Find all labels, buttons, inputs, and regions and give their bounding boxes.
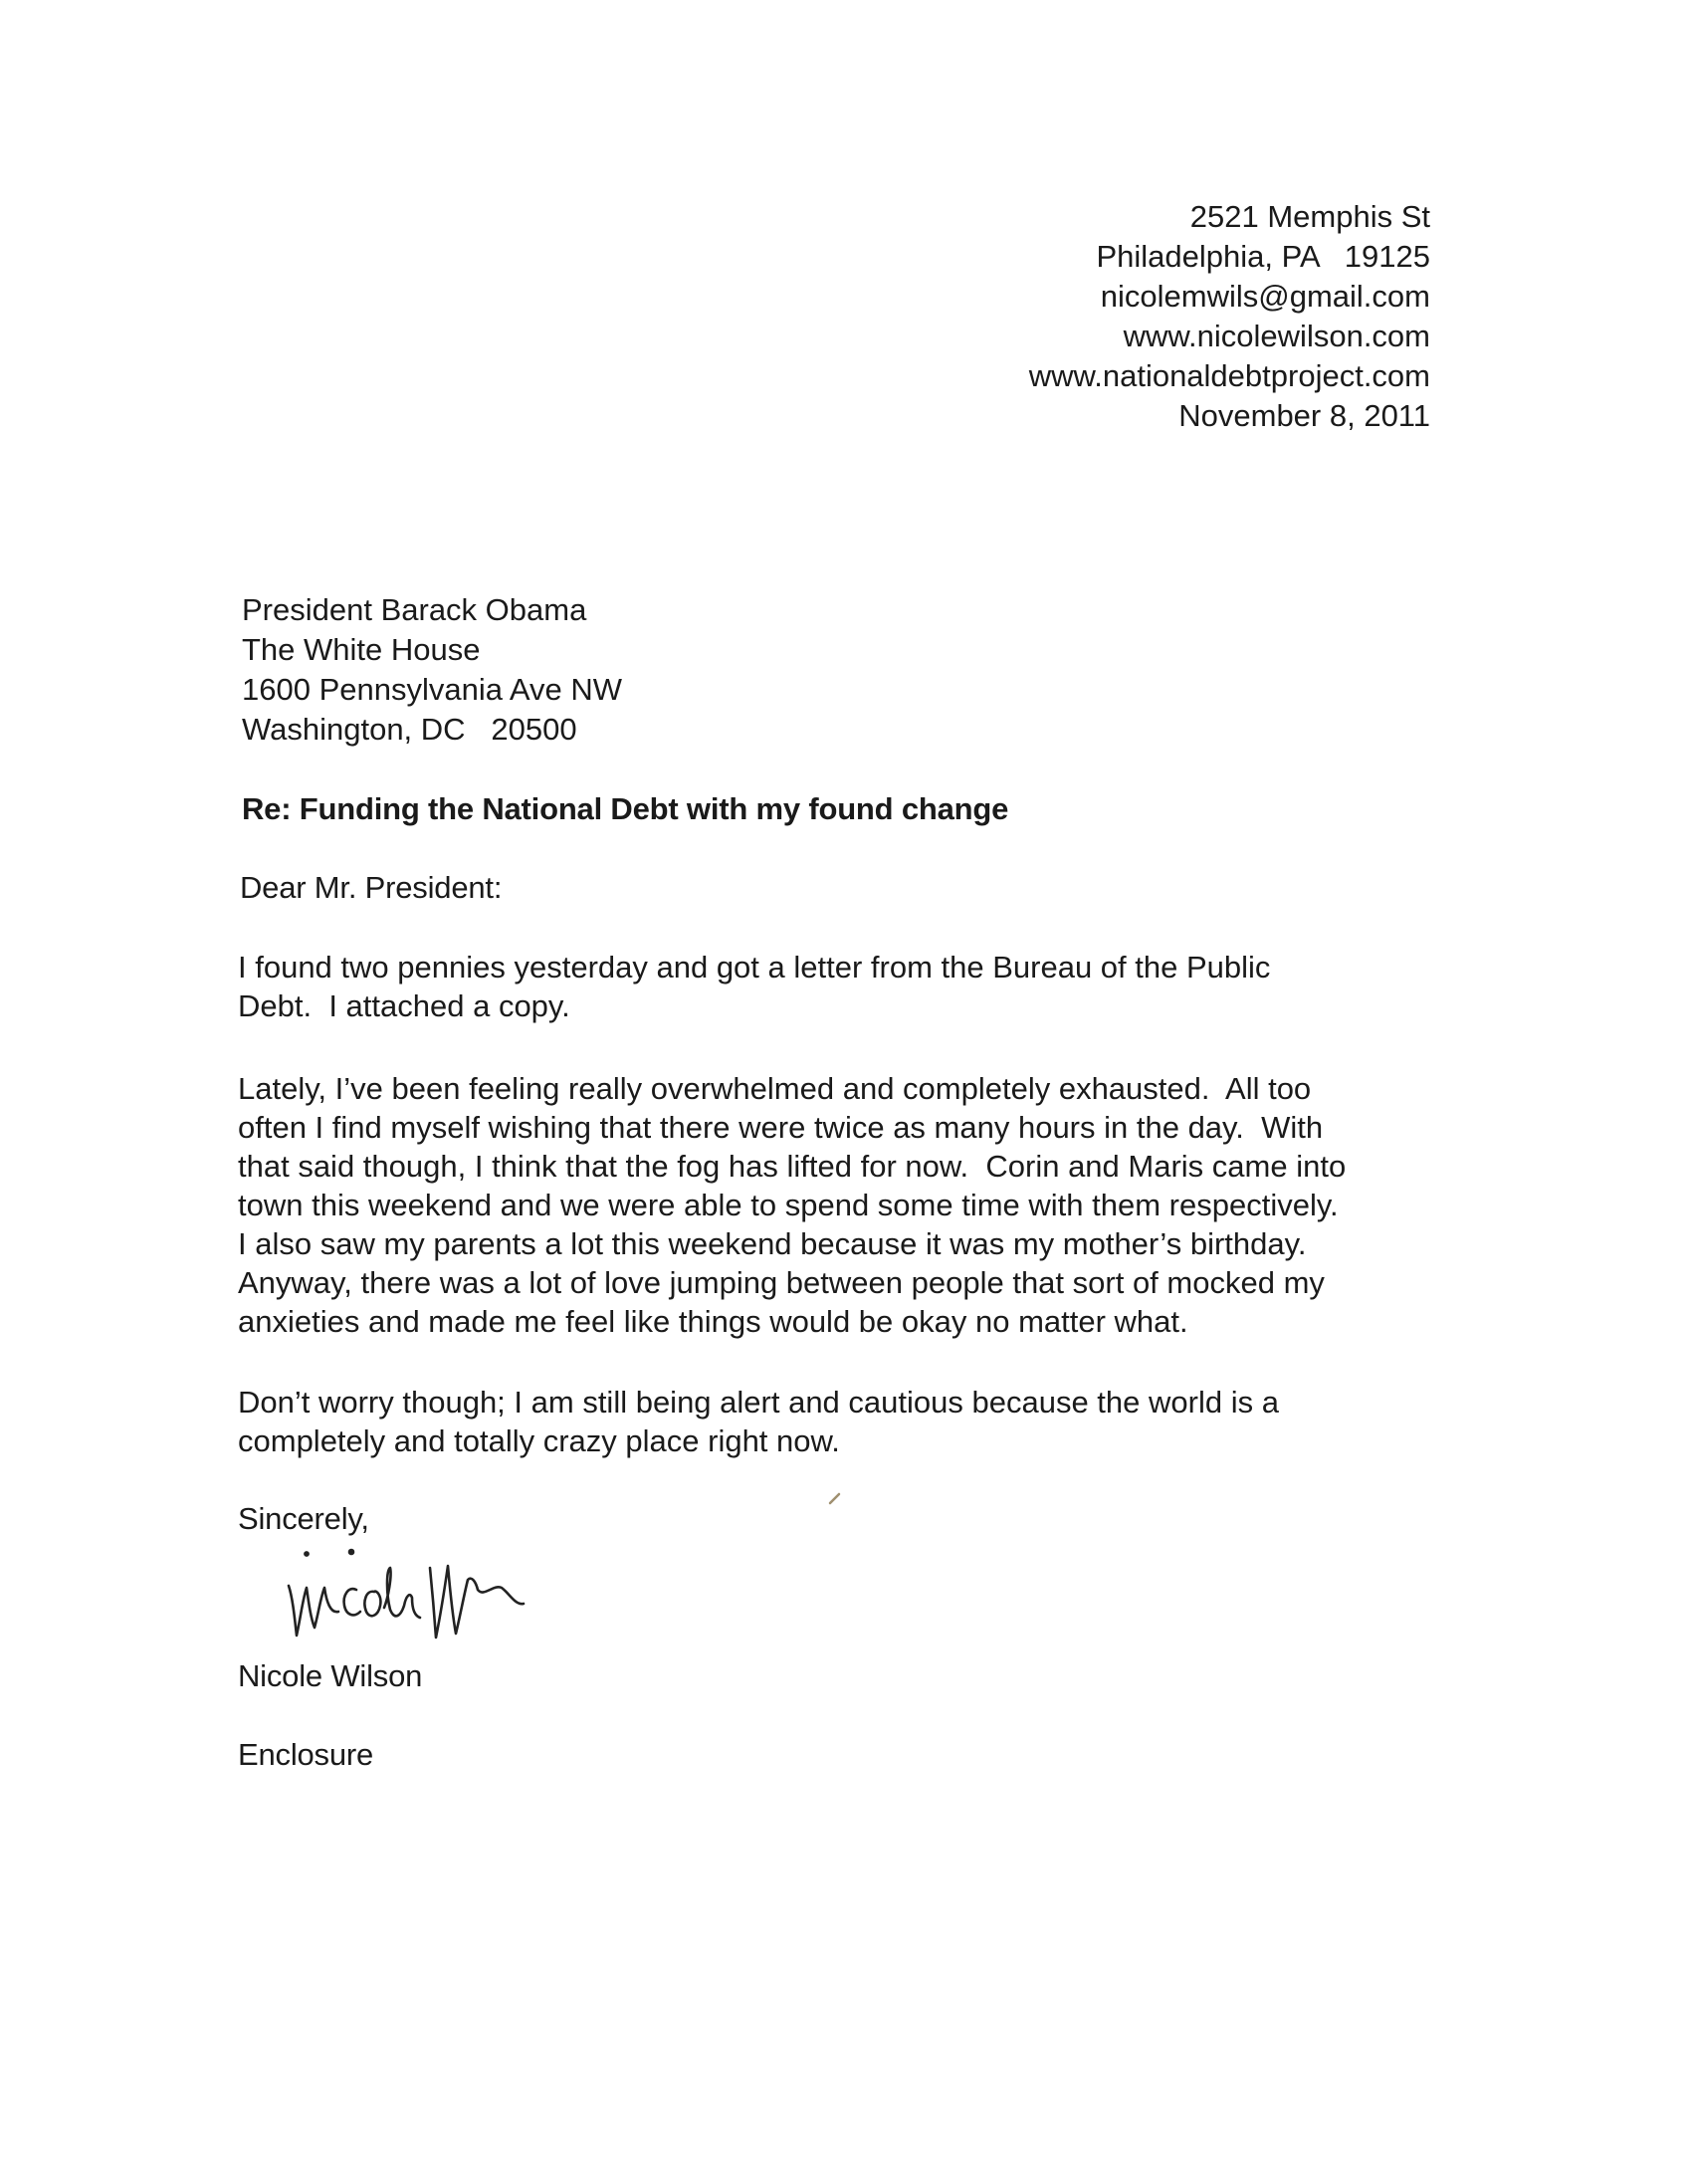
sender-website-project: www.nationaldebtproject.com (1028, 358, 1430, 393)
sender-address-block (1029, 197, 1430, 436)
paragraph-line: completely and totally crazy place right now. (238, 1423, 840, 1458)
paragraph-line: Lately, I’ve been feeling really overwhelmed and completely exhausted. All too (238, 1071, 1312, 1106)
paragraph-line: that said though, I think that the fog has lifted for now. Corin and Maris came into (238, 1149, 1347, 1184)
body-paragraph (238, 1383, 1462, 1460)
enclosure-note: Enclosure (238, 1737, 374, 1772)
paragraph-line: Anyway, there was a lot of love jumping between people that sort of mocked my (238, 1265, 1325, 1300)
body-paragraph (238, 948, 1462, 1025)
paragraph-line: I also saw my parents a lot this weekend because it was my mother’s birthday. (238, 1226, 1307, 1261)
signer-name: Nicole Wilson (238, 1658, 423, 1693)
recipient-name: President Barack Obama (242, 592, 587, 627)
body-paragraph (238, 1069, 1462, 1341)
salutation: Dear Mr. President: (240, 870, 503, 905)
handwritten-signature-icon (279, 1548, 677, 1647)
recipient-city-state-zip: Washington, DC 20500 (242, 712, 577, 747)
closing: Sincerely, (238, 1501, 369, 1536)
letter-date: November 8, 2011 (1178, 398, 1430, 433)
sender-street: 2521 Memphis St (1189, 199, 1430, 234)
paragraph-line: anxieties and made me feel like things would be okay no matter what. (238, 1304, 1188, 1339)
paragraph-line: Don’t worry though; I am still being alert and cautious because the world is a (238, 1385, 1279, 1420)
sender-email: nicolemwils@gmail.com (1100, 279, 1430, 314)
paragraph-line: Debt. I attached a copy. (238, 988, 570, 1023)
recipient-street: 1600 Pennsylvania Ave NW (242, 672, 622, 707)
recipient-organization: The White House (242, 632, 481, 667)
paragraph-line: often I find myself wishing that there were twice as many hours in the day. With (238, 1110, 1324, 1145)
paper-speck-mark (828, 1491, 842, 1505)
sender-city-state-zip: Philadelphia, PA 19125 (1096, 239, 1430, 274)
recipient-address-block (242, 590, 622, 750)
sender-website-personal: www.nicolewilson.com (1123, 319, 1430, 353)
subject-line: Re: Funding the National Debt with my found change (242, 791, 1009, 826)
paragraph-line: town this weekend and we were able to spend some time with them respectively. (238, 1188, 1339, 1222)
paragraph-line: I found two pennies yesterday and got a letter from the Bureau of the Public (238, 950, 1271, 984)
